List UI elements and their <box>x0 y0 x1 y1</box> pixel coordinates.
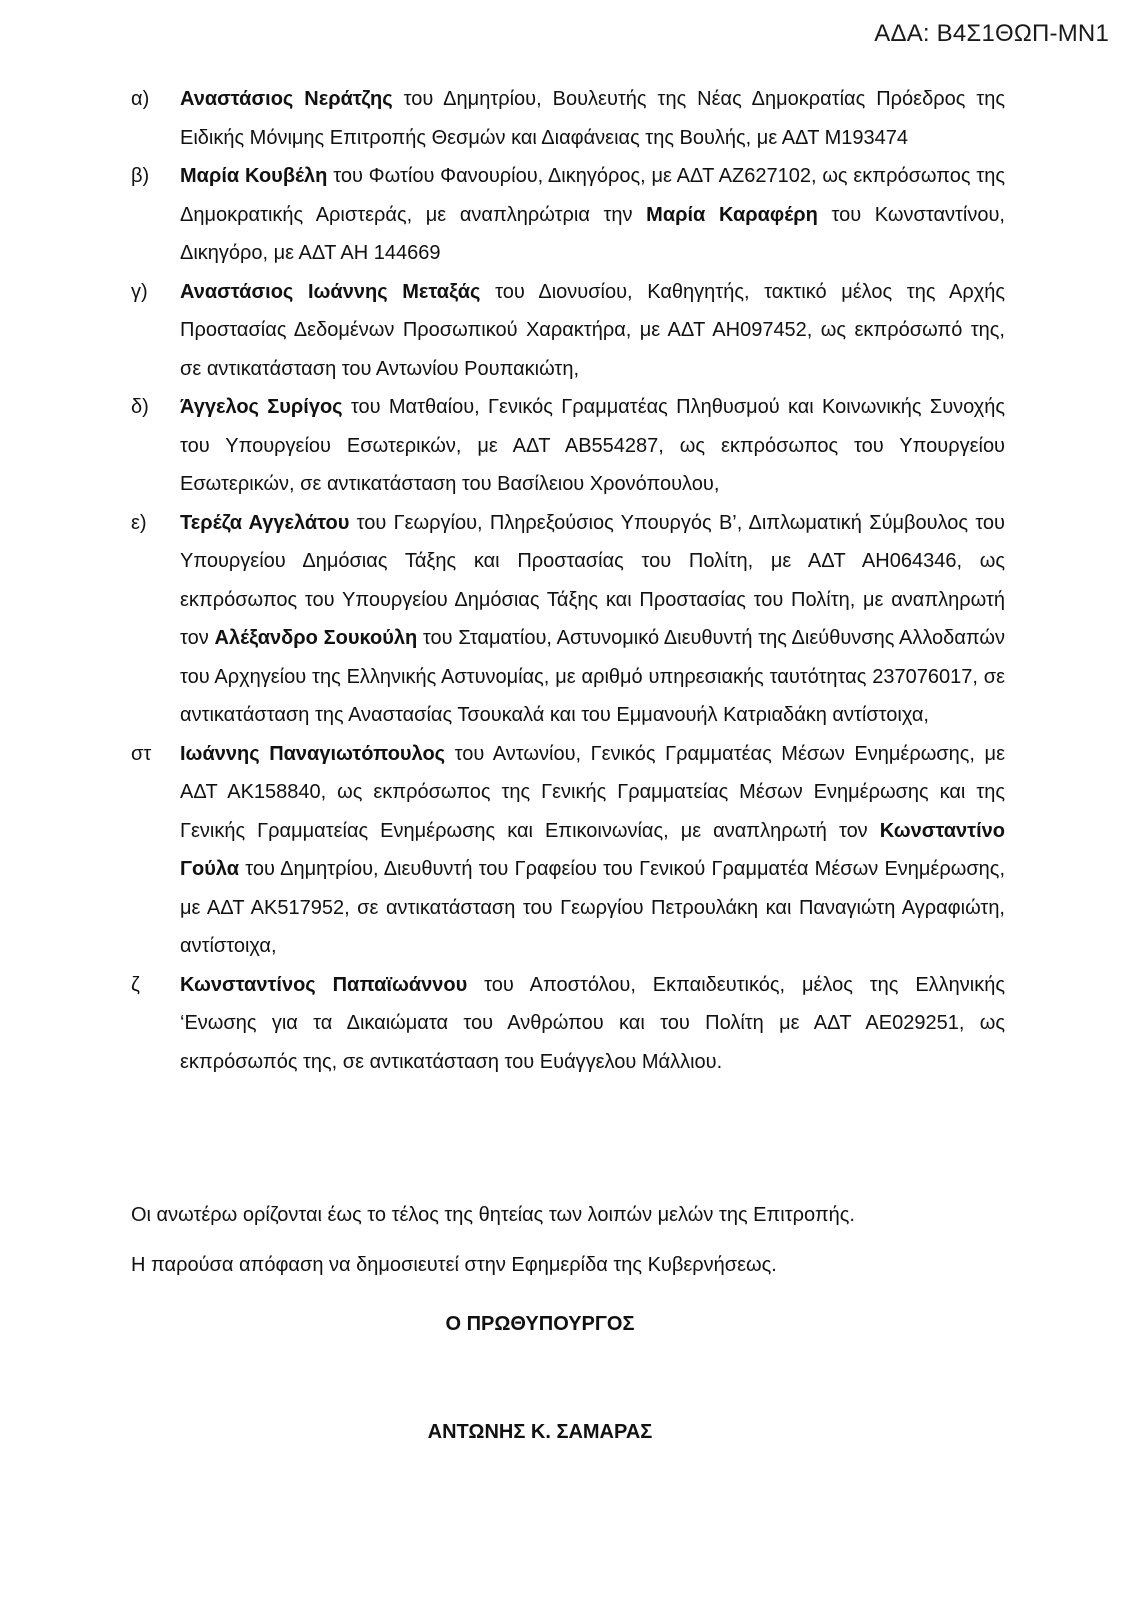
alternate-member-details: του Σταματίου, Αστυνομικό Διευθυντή της Διεύθυνσης Αλλοδαπών του Αρχηγείου της Ελληνικής Αστυνομίας, με αριθμό υπηρεσιακής ταυτότητας 237076017, σε αντικατάσταση της Αναστασίας Τσουκαλά και του Εμμανουήλ Κατριαδάκη αντίστοιχα, <box>180 627 1006 726</box>
member-description <box>180 966 1005 1082</box>
member-name: Ιωάννης Παναγιωτόπουλος <box>180 742 446 765</box>
list-marker: ε) <box>131 511 147 534</box>
alternate-member-details: του Κωνσταντίνου, Δικηγόρο, με ΑΔΤ ΑΗ 144669 <box>180 203 1005 264</box>
member-name: Άγγελος Συρίγος <box>180 396 343 418</box>
list-item-member-e <box>131 504 1005 735</box>
member-name: Τερέζα Αγγελάτου <box>180 511 350 534</box>
member-details: του Δημητρίου, Βουλευτής της Νέας Δημοκρατίας Πρόεδρος της Ειδικής Μόνιμης Επιτροπής Θεσμών και Διαφάνειας της Βουλής, με ΑΔΤ Μ193474 <box>180 88 1006 149</box>
member-description <box>180 273 1005 389</box>
term-statement: Οι ανωτέρω ορίζονται έως το τέλος της θητείας των λοιπών μελών της Επιτροπής. <box>131 1204 855 1226</box>
list-item-member-st <box>131 735 1005 966</box>
member-name: Αναστάσιος Νεράτζης <box>180 88 393 110</box>
member-details: του Αντωνίου, Γενικός Γραμματέας Μέσων Ενημέρωσης, με ΑΔΤ ΑΚ158840, ως εκπρόσωπος της Γενικής Γραμματείας Μέσων Ενημέρωσης και της Γενικής Γραμματείας Ενημέρωσης και Επικοινωνίας, με αναπληρωτή τον <box>180 742 1005 842</box>
member-details: του Φωτίου Φανουρίου, Δικηγόρος, με ΑΔΤ ΑΖ627102, ως εκπρόσωπος της Δημοκρατικής Αριστεράς, με αναπληρώτρια την <box>180 165 1006 226</box>
signatory-title: Ο ΠΡΩΘΥΠΟΥΡΓΟΣ <box>445 1313 635 1335</box>
list-marker: α) <box>131 88 150 110</box>
member-description <box>180 157 1005 273</box>
alternate-member-name: Μαρία Καραφέρη <box>646 203 818 226</box>
alternate-member-name: Αλέξανδρο Σουκούλη <box>214 627 418 649</box>
publication-statement: Η παρούσα απόφαση να δημοσιευτεί στην Εφημερίδα της Κυβερνήσεως. <box>131 1254 777 1276</box>
alternate-member-details: του Δημητρίου, Διευθυντή του Γραφείου του Γενικού Γραμματέα Μέσων Ενημέρωσης, με ΑΔΤ ΑΚ517952, σε αντικατάσταση του Γεωργίου Πετρουλάκη και Παναγιώτη Αγραφιώτη, αντίστοιχα, <box>180 858 1005 957</box>
list-item-member-b <box>131 157 1005 273</box>
list-item-member-a <box>131 80 1005 157</box>
list-item-member-d <box>131 388 1005 504</box>
ada-document-code: ΑΔΑ: Β4Σ1ΘΩΠ-ΜΝ1 <box>874 20 1109 47</box>
member-description <box>180 735 1005 966</box>
member-details: του Γεωργίου, Πληρεξούσιος Υπουργός Β’, Διπλωματική Σύμβουλος του Υπουργείου Δημόσιας Τάξης και Προστασίας του Πολίτη, με ΑΔΤ ΑΗ064346, ως εκπρόσωπος του Υπουργείου Δημόσιας Τάξης και Προστασίας του Πολίτη, με αναπληρωτή τον <box>180 511 1005 649</box>
list-marker: δ) <box>131 396 149 418</box>
member-details: του Ματθαίου, Γενικός Γραμματέας Πληθυσμού και Κοινωνικής Συνοχής του Υπουργείου Εσωτερικών, με ΑΔΤ ΑΒ554287, ως εκπρόσωπος του Υπουργείου Εσωτερικών, σε αντικατάσταση του Βασίλειου Χρονόπουλου, <box>180 396 1005 495</box>
member-description <box>180 388 1005 504</box>
member-description <box>180 80 1005 157</box>
member-description <box>180 504 1005 735</box>
member-name: Κωνσταντίνος Παπαϊωάννου <box>180 973 468 996</box>
committee-members-list <box>131 80 1005 1081</box>
member-details: του Διονυσίου, Καθηγητής, τακτικό μέλος της Αρχής Προστασίας Δεδομένων Προσωπικού Χαρακτήρα, με ΑΔΤ ΑΗ097452, ως εκπρόσωπό της, σε αντικατάσταση του Αντωνίου Ρουπακιώτη, <box>180 280 1005 380</box>
list-item-member-c <box>131 273 1005 389</box>
alternate-member-name: Κωνσταντίνο Γούλα <box>180 819 1005 880</box>
member-name: Μαρία Κουβέλη <box>180 165 328 187</box>
list-marker: γ) <box>131 280 148 303</box>
member-name: Αναστάσιος Ιωάννης Μεταξάς <box>180 280 481 303</box>
list-marker: στ <box>131 742 152 765</box>
list-marker: β) <box>131 165 150 187</box>
signatory-name: ΑΝΤΩΝΗΣ Κ. ΣΑΜΑΡΑΣ <box>427 1421 653 1443</box>
list-marker: ζ <box>131 973 140 996</box>
member-details: του Αποστόλου, Εκπαιδευτικός, μέλος της Ελληνικής ‘Ενωσης για τα Δικαιώματα του Ανθρώπου και του Πολίτη με ΑΔΤ ΑΕ029251, ως εκπρόσωπός της, σε αντικατάσταση του Ευάγγελου Μάλλιου. <box>180 973 1006 1073</box>
list-item-member-z <box>131 966 1005 1082</box>
